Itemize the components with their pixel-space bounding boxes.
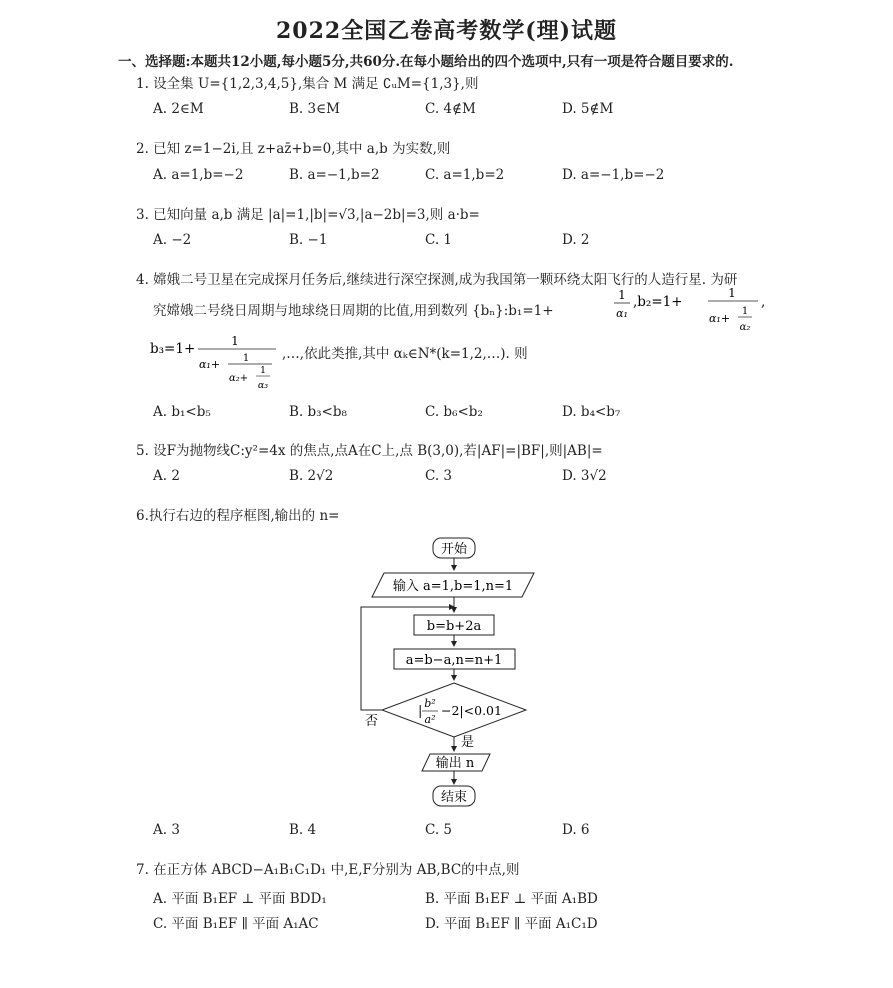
flow-step1-label: b=b+2a (426, 619, 482, 634)
question-7-stem: 7. 在正方体 ABCD−A₁B₁C₁D₁ 中,E,F分别为 AB,BC的中点,则 (136, 862, 520, 878)
question-2-option-b[interactable]: B. a=−1,b=2 (289, 167, 380, 183)
question-2-option-a[interactable]: A. a=1,b=−2 (153, 167, 244, 183)
frac2-inner-denominator: α₂ (739, 322, 751, 333)
page-title: 2022全国乙卷高考数学(理)试题 (275, 18, 618, 44)
frac2-inner-numerator: 1 (741, 306, 749, 317)
question-6-option-c[interactable]: C. 5 (425, 822, 453, 838)
question-7-option-d[interactable]: D. 平面 B₁EF ∥ 平面 A₁C₁D (425, 916, 598, 932)
question-4-fractions (0, 0, 893, 400)
section-heading: 一、选择题:本题共12小题,每小题5分,共60分.在每小题给出的四个选项中,只有一项是符合题目要求的. (118, 54, 734, 70)
question-4-line-1: 4. 嫦娥二号卫星在完成探月任务后,继续进行深空探测,成为我国第一颗环绕太阳飞行的人造行星. 为研 (136, 272, 738, 288)
flowchart (0, 530, 893, 820)
question-3-option-b[interactable]: B. −1 (289, 232, 328, 248)
frac3-numerator: 1 (231, 334, 239, 348)
flow-step2-label: a=b−a,n=n+1 (405, 653, 503, 668)
question-5-stem: 5. 设F为抛物线C:y²=4x 的焦点,点A在C上,点 B(3,0),若|AF|=|BF|,则|AB|= (136, 443, 603, 459)
question-1-option-a[interactable]: A. 2∈M (153, 101, 204, 117)
question-3-option-c[interactable]: C. 1 (425, 232, 453, 248)
question-4-line-2: 究嫦娥二号绕日周期与地球绕日周期的比值,用到数列 {bₙ}:b₁=1+ (153, 303, 554, 319)
question-3-stem: 3. 已知向量 a,b 满足 |a|=1,|b|=√3,|a−2b|=3,则 a·b= (136, 207, 480, 223)
question-4-option-b[interactable]: B. b₃<b₈ (289, 404, 347, 420)
flow-output-label: 输出 n (435, 756, 475, 771)
question-4-option-c[interactable]: C. b₆<b₂ (425, 404, 483, 420)
frac3-inner2-denominator: α₃ (257, 380, 269, 391)
question-3-option-a[interactable]: A. −2 (153, 232, 192, 248)
question-2-option-c[interactable]: C. a=1,b=2 (425, 167, 505, 183)
question-6-option-b[interactable]: B. 4 (289, 822, 317, 838)
question-7-option-c[interactable]: C. 平面 B₁EF ∥ 平面 A₁AC (153, 916, 319, 932)
question-6-stem: 6.执行右边的程序框图,输出的 n= (136, 508, 340, 524)
flow-start-label: 开始 (440, 542, 468, 557)
question-4-option-d[interactable]: D. b₄<b₇ (562, 404, 621, 420)
flow-cond-lead: | (418, 704, 423, 719)
flow-cond-tail: −2|<0.01 (441, 703, 502, 718)
question-5-option-a[interactable]: A. 2 (153, 468, 180, 484)
question-4-line-3-tail: ,…,依此类推,其中 αₖ∈N*(k=1,2,…). 则 (282, 346, 528, 362)
question-7-option-b[interactable]: B. 平面 B₁EF ⊥ 平面 A₁BD (425, 891, 598, 907)
flow-yes-label: 是 (461, 735, 475, 750)
question-1-option-d[interactable]: D. 5∉M (562, 101, 614, 117)
b2-label: ,b₂=1+ (633, 294, 683, 310)
question-1-option-c[interactable]: C. 4∉M (425, 101, 476, 117)
flow-no-label: 否 (365, 714, 379, 729)
question-2-stem: 2. 已知 z=1−2i,且 z+az̄+b=0,其中 a,b 为实数,则 (136, 141, 451, 157)
question-7-option-a[interactable]: A. 平面 B₁EF ⊥ 平面 BDD₁ (153, 891, 327, 907)
frac2-numerator: 1 (728, 286, 736, 300)
question-5-option-b[interactable]: B. 2√2 (289, 468, 334, 484)
flow-cond-denominator: a² (424, 713, 436, 726)
question-2-option-d[interactable]: D. a=−1,b=−2 (562, 167, 665, 183)
frac3-inner2-numerator: 1 (259, 365, 267, 376)
frac3-denominator-a: α₁+ (199, 358, 221, 371)
question-1-stem: 1. 设全集 U={1,2,3,4,5},集合 M 满足 ∁ᵤM={1,3},则 (136, 76, 479, 92)
question-3-option-d[interactable]: D. 2 (562, 232, 590, 248)
flow-cond-numerator: b² (424, 697, 436, 710)
question-6-option-a[interactable]: A. 3 (153, 822, 180, 838)
frac2-denominator-a: α₁+ (709, 312, 731, 325)
flow-input-label: 输入 a=1,b=1,n=1 (392, 579, 514, 594)
frac1-numerator: 1 (618, 288, 626, 302)
question-4-option-a[interactable]: A. b₁<b₅ (153, 404, 211, 420)
flow-end-label: 结束 (440, 790, 468, 805)
frac1-denominator: α₁ (616, 307, 628, 320)
question-5-option-c[interactable]: C. 3 (425, 468, 453, 484)
question-1-option-b[interactable]: B. 3∈M (289, 101, 340, 117)
b3-label: b₃=1+ (150, 341, 196, 357)
q4-comma: , (761, 294, 766, 310)
frac3-inner-a: α₂+ (229, 373, 249, 384)
frac3-inner-numerator: 1 (242, 353, 250, 364)
question-5-option-d[interactable]: D. 3√2 (562, 468, 607, 484)
question-6-option-d[interactable]: D. 6 (562, 822, 590, 838)
